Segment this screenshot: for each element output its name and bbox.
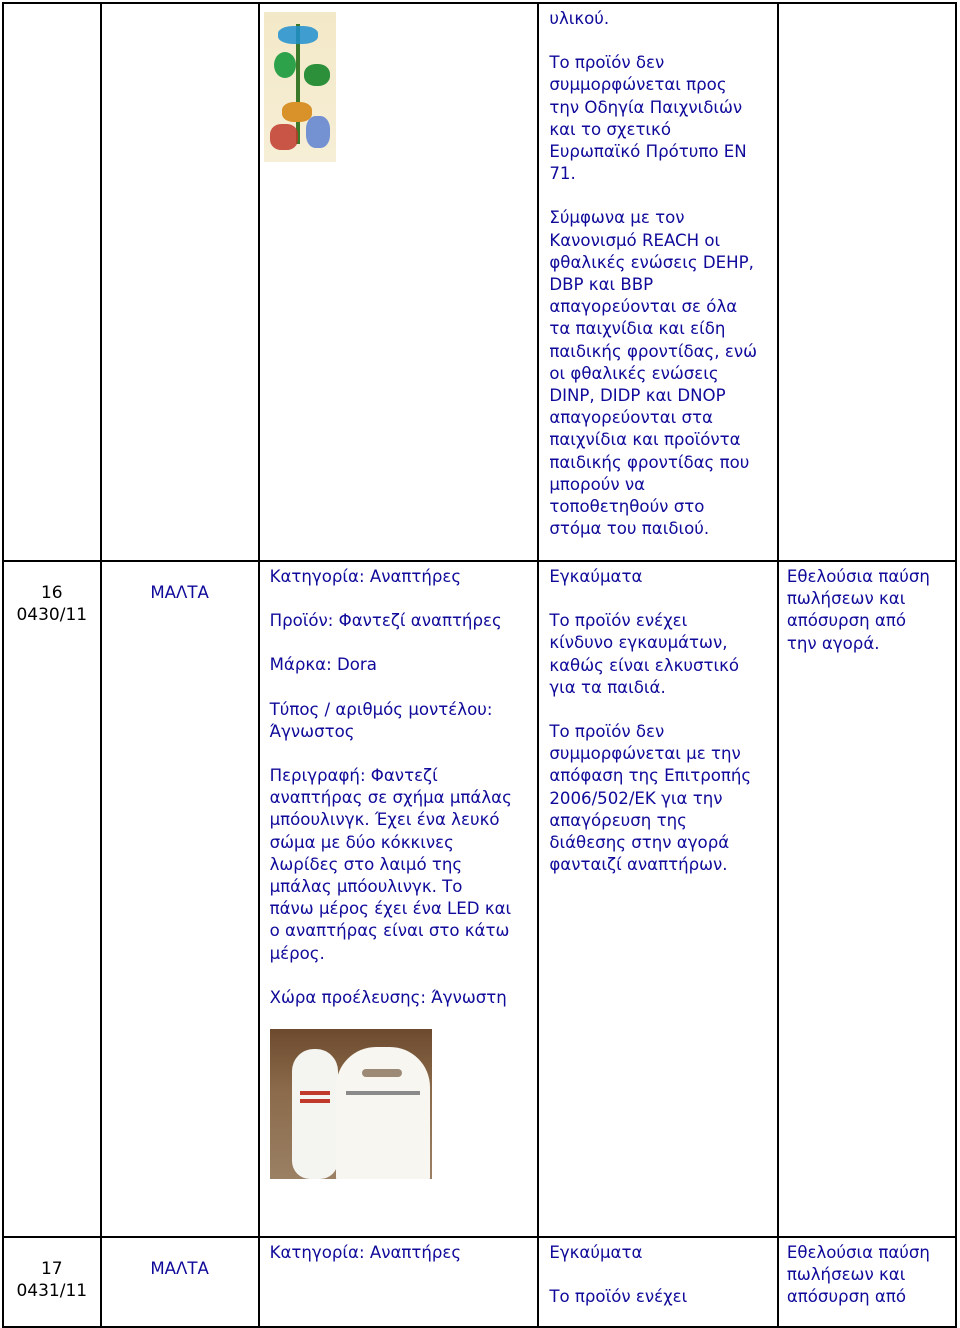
item-code: 0430/11 bbox=[16, 605, 88, 625]
product-origin: Χώρα προέλευσης: Άγνωστη bbox=[269, 987, 507, 1007]
risk-type: Εγκαύματα bbox=[549, 567, 643, 586]
measures-text: Εθελούσια παύση πωλήσεων και απόσυρση από την αγορά. bbox=[786, 567, 930, 653]
product-model: Τύπος / αριθμός μοντέλου: Άγνωστος bbox=[269, 699, 493, 741]
country-cell bbox=[101, 1237, 259, 1327]
risk-paragraph: Σύμφωνα με τον Κανονισμό REACH οι φθαλικές ενώσεις DEHP, DBP και BBP απαγορεύονται σε όλα τα παιχνίδια και είδη παιδικής φροντίδας, ενώ οι φθαλικές ενώσεις DINP, DIDP και DNOP απαγορεύονται στα παιχνίδια και προϊόντα παιδικής φροντίδας που μπορούν να τοποθετηθούν στο στόμα του παιδιού. bbox=[549, 208, 757, 539]
product-name: Προϊόν: Φαντεζί αναπτήρες bbox=[269, 611, 502, 631]
number-cell bbox=[3, 561, 101, 1237]
risk-cell bbox=[538, 3, 778, 561]
risk-paragraph: Το προϊόν δεν συμμορφώνεται προς την Οδηγία Παιχνιδιών και το σχετικό Ευρωπαϊκό Πρότυπο ΕΝ 71. bbox=[549, 53, 747, 184]
table-row bbox=[3, 1237, 956, 1327]
number-cell bbox=[3, 1237, 101, 1327]
risk-paragraph: Το προϊόν ενέχει κίνδυνο εγκαυμάτων, καθώς είναι ελκυστικό για τα παιδιά. bbox=[549, 611, 740, 697]
country-cell bbox=[101, 561, 259, 1237]
risk-cell bbox=[538, 561, 778, 1237]
measures-text: Εθελούσια παύση πωλήσεων και απόσυρση από bbox=[786, 1243, 930, 1307]
risk-paragraph: Το προϊόν δεν συμμορφώνεται με την απόφαση της Επιτροπής 2006/502/ΕΚ για την απαγόρευση της διάθεσης στην αγορά φανταιζί αναπτήρων. bbox=[549, 722, 752, 875]
risk-paragraph: υλικού. bbox=[549, 9, 610, 28]
risk-cell bbox=[538, 1237, 778, 1327]
risk-paragraph: Το προϊόν ενέχει bbox=[549, 1287, 688, 1307]
product-cell bbox=[259, 561, 539, 1237]
item-code: 0431/11 bbox=[16, 1281, 88, 1301]
product-cell bbox=[259, 3, 539, 561]
incident-table bbox=[2, 2, 957, 1328]
product-brand: Μάρκα: Dora bbox=[269, 655, 377, 675]
table-row bbox=[3, 3, 956, 561]
table-row bbox=[3, 561, 956, 1237]
country-cell bbox=[101, 3, 259, 561]
item-number: 17 bbox=[40, 1259, 63, 1279]
product-category: Κατηγορία: Αναπτήρες bbox=[269, 1243, 462, 1262]
country: ΜΑΛΤΑ bbox=[150, 583, 209, 602]
measures-cell bbox=[778, 3, 956, 561]
product-photo-painting bbox=[264, 12, 336, 162]
risk-type: Εγκαύματα bbox=[549, 1243, 643, 1262]
item-number: 16 bbox=[40, 583, 63, 603]
product-category: Κατηγορία: Αναπτήρες bbox=[269, 567, 462, 586]
number-cell bbox=[3, 3, 101, 561]
product-photo-lighter bbox=[270, 1029, 432, 1179]
measures-cell bbox=[778, 561, 956, 1237]
country: ΜΑΛΤΑ bbox=[150, 1259, 209, 1278]
measures-cell bbox=[778, 1237, 956, 1327]
product-description: Περιγραφή: Φαντεζί αναπτήρας σε σχήμα μπάλας μπόουλινγκ. Έχει ένα λευκό σώμα με δύο κόκκινες λωρίδες στο λαιμό της μπάλας μπόουλινγκ. Το πάνω μέρος έχει ένα LED και ο αναπτήρας είναι στο κάτω μέρος. bbox=[269, 766, 512, 963]
product-cell bbox=[259, 1237, 539, 1327]
